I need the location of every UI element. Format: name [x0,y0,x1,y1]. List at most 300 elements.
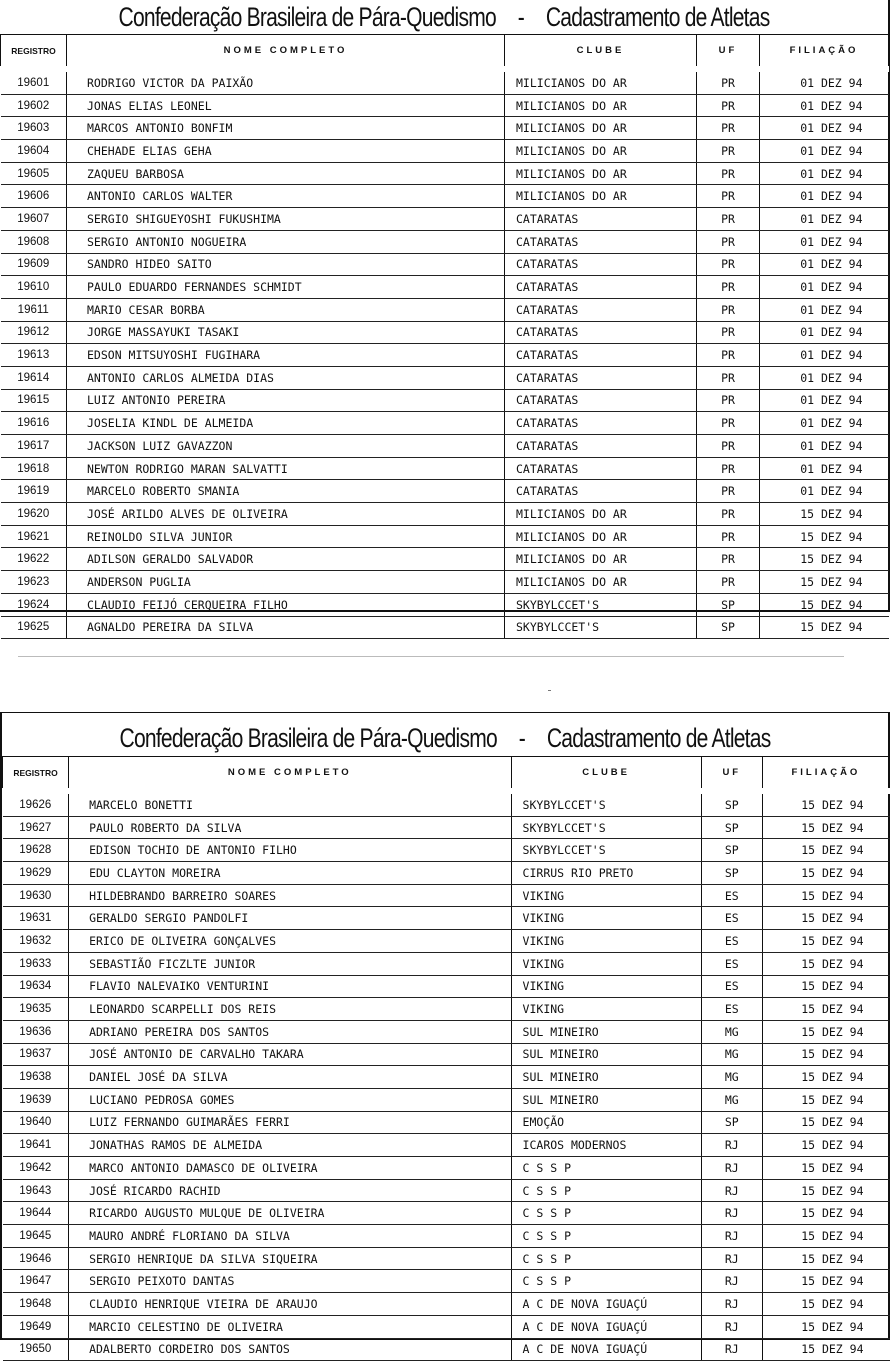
cell-clube: MILICIANOS DO AR [505,548,697,571]
cell-clube: CATARATAS [505,230,697,253]
cell-filiacao: 01 DEZ 94 [760,230,889,253]
cell-filiacao: 01 DEZ 94 [760,457,889,480]
cell-nome: MARCO ANTONIO DAMASCO DE OLIVEIRA [69,1157,511,1180]
cell-registro: 19622 [1,548,67,571]
table-row [1,457,889,480]
cell-uf: PR [697,435,760,458]
cell-registro: 19610 [1,276,67,299]
cell-nome: CLAUDIO HENRIQUE VIEIRA DE ARAUJO [69,1293,511,1316]
cell-filiacao: 15 DEZ 94 [762,1270,889,1293]
cell-nome: GERALDO SERGIO PANDOLFI [69,907,511,930]
cell-uf: RJ [701,1225,762,1248]
cell-uf: RJ [701,1270,762,1293]
cell-nome: MAURO ANDRÉ FLORIANO DA SILVA [69,1225,511,1248]
cell-clube: CATARATAS [505,435,697,458]
cell-registro: 19605 [1,162,67,185]
cell-uf: PR [697,69,760,94]
cell-filiacao: 01 DEZ 94 [760,480,889,503]
cell-registro: 19640 [3,1111,69,1134]
cell-nome: MARCELO BONETTI [69,791,511,816]
cell-clube: MILICIANOS DO AR [505,525,697,548]
cell-registro: 19644 [3,1202,69,1225]
cell-nome: MARCELO ROBERTO SMANIA [67,480,505,503]
cell-uf: SP [701,816,762,839]
cell-filiacao: 15 DEZ 94 [762,1202,889,1225]
title-subject: Cadastramento de Atletas [545,2,770,32]
cell-nome: CLAUDIO FEIJÓ CERQUEIRA FILHO [67,593,505,616]
table-row [3,791,890,816]
table-row [3,1088,890,1111]
cell-clube: MILICIANOS DO AR [505,503,697,526]
cell-uf: PR [697,344,760,367]
cell-nome: JOSÉ ANTONIO DE CARVALHO TAKARA [69,1043,511,1066]
cell-registro: 19603 [1,117,67,140]
cell-uf: RJ [701,1179,762,1202]
cell-nome: SERGIO ANTONIO NOGUEIRA [67,230,505,253]
cell-registro: 19620 [1,503,67,526]
cell-filiacao: 15 DEZ 94 [760,571,889,594]
cell-filiacao: 15 DEZ 94 [762,1338,889,1361]
cell-clube: VIKING [511,930,701,953]
cell-filiacao: 15 DEZ 94 [762,1157,889,1180]
cell-clube: C S S P [511,1270,701,1293]
cell-clube: CATARATAS [505,208,697,231]
cell-registro: 19623 [1,571,67,594]
cell-nome: JONATHAS RAMOS DE ALMEIDA [69,1134,511,1157]
col-header-filiacao: FILIAÇÃO [762,757,889,792]
cell-clube: A C DE NOVA IGUAÇÚ [511,1338,701,1361]
cell-clube: CATARATAS [505,389,697,412]
table-row [3,884,890,907]
cell-filiacao: 15 DEZ 94 [760,548,889,571]
cell-clube: CATARATAS [505,412,697,435]
table-row [1,298,889,321]
cell-nome: JONAS ELIAS LEONEL [67,94,505,117]
col-header-uf: UF [697,35,760,70]
cell-nome: ZAQUEU BARBOSA [67,162,505,185]
cell-registro: 19642 [3,1157,69,1180]
cell-registro: 19633 [3,952,69,975]
cell-filiacao: 15 DEZ 94 [762,1088,889,1111]
table-row [3,1338,890,1361]
cell-filiacao: 15 DEZ 94 [760,616,889,639]
cell-registro: 19629 [3,862,69,885]
table-row [1,69,889,94]
cell-uf: ES [701,998,762,1021]
cell-filiacao: 01 DEZ 94 [760,389,889,412]
table-row [1,435,889,458]
cell-registro: 19606 [1,185,67,208]
cell-registro: 19624 [1,593,67,616]
cell-uf: PR [697,140,760,163]
cell-nome: MARCIO CELESTINO DE OLIVEIRA [69,1315,511,1338]
cell-clube: SKYBYLCCET'S [505,593,697,616]
cell-uf: RJ [701,1202,762,1225]
athlete-table [2,756,890,1361]
cell-nome: JOSELIA KINDL DE ALMEIDA [67,412,505,435]
cell-clube: SKYBYLCCET'S [511,791,701,816]
cell-filiacao: 15 DEZ 94 [760,525,889,548]
cell-clube: CATARATAS [505,366,697,389]
cell-registro: 19616 [1,412,67,435]
cell-registro: 19638 [3,1066,69,1089]
cell-uf: PR [697,480,760,503]
cell-registro: 19612 [1,321,67,344]
cell-clube: VIKING [511,975,701,998]
cell-uf: ES [701,952,762,975]
cell-uf: MG [701,1088,762,1111]
cell-filiacao: 15 DEZ 94 [762,816,889,839]
cell-nome: ADRIANO PEREIRA DOS SANTOS [69,1020,511,1043]
cell-registro: 19639 [3,1088,69,1111]
table-row [1,503,889,526]
cell-nome: NEWTON RODRIGO MARAN SALVATTI [67,457,505,480]
col-header-nome: NOME COMPLETO [67,35,505,70]
cell-filiacao: 15 DEZ 94 [762,1134,889,1157]
cell-nome: SANDRO HIDEO SAITO [67,253,505,276]
cell-clube: A C DE NOVA IGUAÇÚ [511,1293,701,1316]
table-row [1,117,889,140]
cell-registro: 19641 [3,1134,69,1157]
cell-clube: CATARATAS [505,344,697,367]
table-row [1,412,889,435]
cell-nome: MARIO CESAR BORBA [67,298,505,321]
sheet-title [99,721,790,755]
cell-nome: SERGIO SHIGUEYOSHI FUKUSHIMA [67,208,505,231]
cell-filiacao: 01 DEZ 94 [760,435,889,458]
cell-uf: PR [697,457,760,480]
col-header-uf: UF [701,757,762,792]
table-row [1,276,889,299]
cell-clube: VIKING [511,884,701,907]
col-header-registro: REGISTRO [3,757,69,792]
cell-clube: VIKING [511,907,701,930]
title-dash: - [518,723,525,753]
cell-filiacao: 15 DEZ 94 [762,1020,889,1043]
table-row [3,1202,890,1225]
cell-clube: SKYBYLCCET'S [505,616,697,639]
sheet-title [98,0,791,34]
cell-clube: ICAROS MODERNOS [511,1134,701,1157]
cell-registro: 19650 [3,1338,69,1361]
cell-uf: PR [697,298,760,321]
cell-filiacao: 01 DEZ 94 [760,208,889,231]
table-row [1,321,889,344]
cell-filiacao: 15 DEZ 94 [760,503,889,526]
cell-uf: PR [697,185,760,208]
cell-filiacao: 15 DEZ 94 [762,862,889,885]
cell-nome: MARCOS ANTONIO BONFIM [67,117,505,140]
cell-registro: 19645 [3,1225,69,1248]
cell-registro: 19626 [3,791,69,816]
table-row [1,253,889,276]
cell-clube: C S S P [511,1179,701,1202]
cell-uf: PR [697,230,760,253]
title-org: Confederação Brasileira de Pára-Quedismo [118,2,496,32]
athlete-table-body [3,791,890,1361]
cell-nome: EDU CLAYTON MOREIRA [69,862,511,885]
table-row [1,593,889,616]
cell-clube: CATARATAS [505,298,697,321]
cell-uf: RJ [701,1315,762,1338]
cell-uf: SP [697,616,760,639]
cell-nome: EDSON MITSUYOSHI FUGIHARA [67,344,505,367]
cell-nome: EDISON TOCHIO DE ANTONIO FILHO [69,839,511,862]
cell-clube: C S S P [511,1202,701,1225]
table-row [3,975,890,998]
cell-clube: C S S P [511,1225,701,1248]
cell-registro: 19602 [1,94,67,117]
table-row [3,952,890,975]
cell-nome: ANTONIO CARLOS WALTER [67,185,505,208]
cell-registro: 19643 [3,1179,69,1202]
cell-clube: MILICIANOS DO AR [505,162,697,185]
cell-filiacao: 15 DEZ 94 [762,791,889,816]
cell-registro: 19613 [1,344,67,367]
cell-uf: SP [701,791,762,816]
table-row [1,140,889,163]
cell-nome: RODRIGO VICTOR DA PAIXÃO [67,69,505,94]
cell-clube: VIKING [511,952,701,975]
cell-clube: CATARATAS [505,321,697,344]
table-row [3,930,890,953]
cell-clube: A C DE NOVA IGUAÇÚ [511,1315,701,1338]
cell-filiacao: 15 DEZ 94 [762,1043,889,1066]
cell-clube: CATARATAS [505,457,697,480]
cell-registro: 19604 [1,140,67,163]
cell-nome: JACKSON LUIZ GAVAZZON [67,435,505,458]
cell-clube: C S S P [511,1247,701,1270]
col-header-nome: NOME COMPLETO [69,757,511,792]
col-header-registro: REGISTRO [1,35,67,70]
cell-nome: FLAVIO NALEVAIKO VENTURINI [69,975,511,998]
cell-clube: MILICIANOS DO AR [505,185,697,208]
cell-registro: 19649 [3,1315,69,1338]
cell-filiacao: 01 DEZ 94 [760,366,889,389]
cell-uf: PR [697,276,760,299]
table-row [3,1020,890,1043]
title-org: Confederação Brasileira de Pára-Quedismo [119,723,497,753]
table-row [1,208,889,231]
cell-uf: PR [697,548,760,571]
table-row [1,480,889,503]
page-separator [18,656,844,657]
cell-filiacao: 15 DEZ 94 [762,1111,889,1134]
table-row [3,1111,890,1134]
cell-registro: 19607 [1,208,67,231]
cell-filiacao: 15 DEZ 94 [762,1247,889,1270]
cell-registro: 19608 [1,230,67,253]
table-row [1,344,889,367]
table-row [3,1225,890,1248]
cell-registro: 19618 [1,457,67,480]
cell-registro: 19637 [3,1043,69,1066]
cell-nome: ANTONIO CARLOS ALMEIDA DIAS [67,366,505,389]
cell-uf: ES [701,907,762,930]
cell-filiacao: 15 DEZ 94 [762,1066,889,1089]
registry-sheet-2 [0,712,890,1357]
table-row [3,1134,890,1157]
cell-clube: SKYBYLCCET'S [511,816,701,839]
table-row [1,366,889,389]
cell-uf: RJ [701,1338,762,1361]
cell-nome: PAULO ROBERTO DA SILVA [69,816,511,839]
cell-nome: RICARDO AUGUSTO MULQUE DE OLIVEIRA [69,1202,511,1225]
cell-filiacao: 15 DEZ 94 [762,907,889,930]
cell-uf: MG [701,1066,762,1089]
cell-registro: 19619 [1,480,67,503]
cell-uf: MG [701,1020,762,1043]
cell-uf: RJ [701,1157,762,1180]
cell-uf: ES [701,975,762,998]
cell-clube: MILICIANOS DO AR [505,571,697,594]
table-row [1,525,889,548]
cell-uf: RJ [701,1247,762,1270]
cell-filiacao: 01 DEZ 94 [760,117,889,140]
cell-nome: LUIZ FERNANDO GUIMARÃES FERRI [69,1111,511,1134]
cell-filiacao: 15 DEZ 94 [762,1293,889,1316]
cell-nome: ERICO DE OLIVEIRA GONÇALVES [69,930,511,953]
cell-nome: ADALBERTO CORDEIRO DOS SANTOS [69,1338,511,1361]
table-row [3,1066,890,1089]
cell-clube: SUL MINEIRO [511,1066,701,1089]
cell-clube: SKYBYLCCET'S [511,839,701,862]
cell-filiacao: 15 DEZ 94 [762,975,889,998]
table-row [3,1247,890,1270]
cell-clube: C S S P [511,1157,701,1180]
cell-filiacao: 15 DEZ 94 [762,952,889,975]
cell-filiacao: 15 DEZ 94 [762,1179,889,1202]
cell-filiacao: 01 DEZ 94 [760,298,889,321]
table-row [1,94,889,117]
athlete-table [0,34,889,639]
cell-registro: 19630 [3,884,69,907]
cell-uf: PR [697,162,760,185]
cell-registro: 19631 [3,907,69,930]
table-row [3,1157,890,1180]
cell-clube: MILICIANOS DO AR [505,117,697,140]
cell-nome: REINOLDO SILVA JUNIOR [67,525,505,548]
table-row [3,1043,890,1066]
cell-registro: 19611 [1,298,67,321]
cell-uf: SP [701,862,762,885]
cell-uf: PR [697,525,760,548]
cell-registro: 19647 [3,1270,69,1293]
cell-uf: PR [697,117,760,140]
cell-filiacao: 15 DEZ 94 [762,1225,889,1248]
cell-filiacao: 15 DEZ 94 [762,884,889,907]
cell-registro: 19636 [3,1020,69,1043]
cell-uf: PR [697,389,760,412]
col-header-clube: CLUBE [505,35,697,70]
cell-nome: LUCIANO PEDROSA GOMES [69,1088,511,1111]
cell-uf: PR [697,253,760,276]
cell-uf: MG [701,1043,762,1066]
cell-registro: 19601 [1,69,67,94]
cell-clube: CATARATAS [505,253,697,276]
cell-nome: SERGIO HENRIQUE DA SILVA SIQUEIRA [69,1247,511,1270]
cell-registro: 19615 [1,389,67,412]
table-row [3,998,890,1021]
cell-clube: MILICIANOS DO AR [505,140,697,163]
cell-filiacao: 15 DEZ 94 [762,839,889,862]
cell-registro: 19621 [1,525,67,548]
cell-nome: ANDERSON PUGLIA [67,571,505,594]
cell-uf: PR [697,208,760,231]
cell-uf: SP [701,839,762,862]
cell-uf: SP [697,593,760,616]
cell-registro: 19634 [3,975,69,998]
cell-registro: 19617 [1,435,67,458]
table-row [3,839,890,862]
cell-clube: CATARATAS [505,276,697,299]
cell-filiacao: 01 DEZ 94 [760,344,889,367]
cell-clube: MILICIANOS DO AR [505,94,697,117]
cell-uf: ES [701,930,762,953]
cell-nome: AGNALDO PEREIRA DA SILVA [67,616,505,639]
cell-clube: SUL MINEIRO [511,1088,701,1111]
table-row [3,1293,890,1316]
cell-nome: LUIZ ANTONIO PEREIRA [67,389,505,412]
cell-uf: PR [697,94,760,117]
cell-uf: PR [697,503,760,526]
table-row [3,816,890,839]
title-dash: - [517,2,524,32]
cell-uf: PR [697,412,760,435]
cell-filiacao: 01 DEZ 94 [760,162,889,185]
cell-nome: LEONARDO SCARPELLI DOS REIS [69,998,511,1021]
cell-filiacao: 01 DEZ 94 [760,185,889,208]
table-row [1,616,889,639]
cell-registro: 19648 [3,1293,69,1316]
cell-nome: PAULO EDUARDO FERNANDES SCHMIDT [67,276,505,299]
cell-clube: EMOÇÃO [511,1111,701,1134]
cell-nome: JORGE MASSAYUKI TASAKI [67,321,505,344]
cell-clube: CIRRUS RIO PRETO [511,862,701,885]
cell-nome: JOSÉ RICARDO RACHID [69,1179,511,1202]
table-row [1,185,889,208]
table-row [3,1315,890,1338]
cell-nome: SEBASTIÃO FICZLTE JUNIOR [69,952,511,975]
cell-registro: 19609 [1,253,67,276]
cell-registro: 19646 [3,1247,69,1270]
cell-filiacao: 01 DEZ 94 [760,140,889,163]
cell-registro: 19632 [3,930,69,953]
cell-registro: 19625 [1,616,67,639]
cell-nome: DANIEL JOSÉ DA SILVA [69,1066,511,1089]
registry-sheet-1 [0,0,890,635]
cell-filiacao: 01 DEZ 94 [760,412,889,435]
cell-clube: SUL MINEIRO [511,1043,701,1066]
cell-nome: HILDEBRANDO BARREIRO SOARES [69,884,511,907]
col-header-filiacao: FILIAÇÃO [760,35,889,70]
cell-uf: SP [701,1111,762,1134]
cell-filiacao: 01 DEZ 94 [760,94,889,117]
scan-speck [548,690,551,691]
cell-clube: MILICIANOS DO AR [505,69,697,94]
cell-uf: ES [701,884,762,907]
athlete-table-body [1,69,889,639]
cell-registro: 19635 [3,998,69,1021]
cell-registro: 19628 [3,839,69,862]
cell-filiacao: 01 DEZ 94 [760,321,889,344]
cell-nome: ADILSON GERALDO SALVADOR [67,548,505,571]
table-row [3,1270,890,1293]
cell-uf: RJ [701,1134,762,1157]
col-header-clube: CLUBE [511,757,701,792]
cell-registro: 19627 [3,816,69,839]
table-row [3,907,890,930]
